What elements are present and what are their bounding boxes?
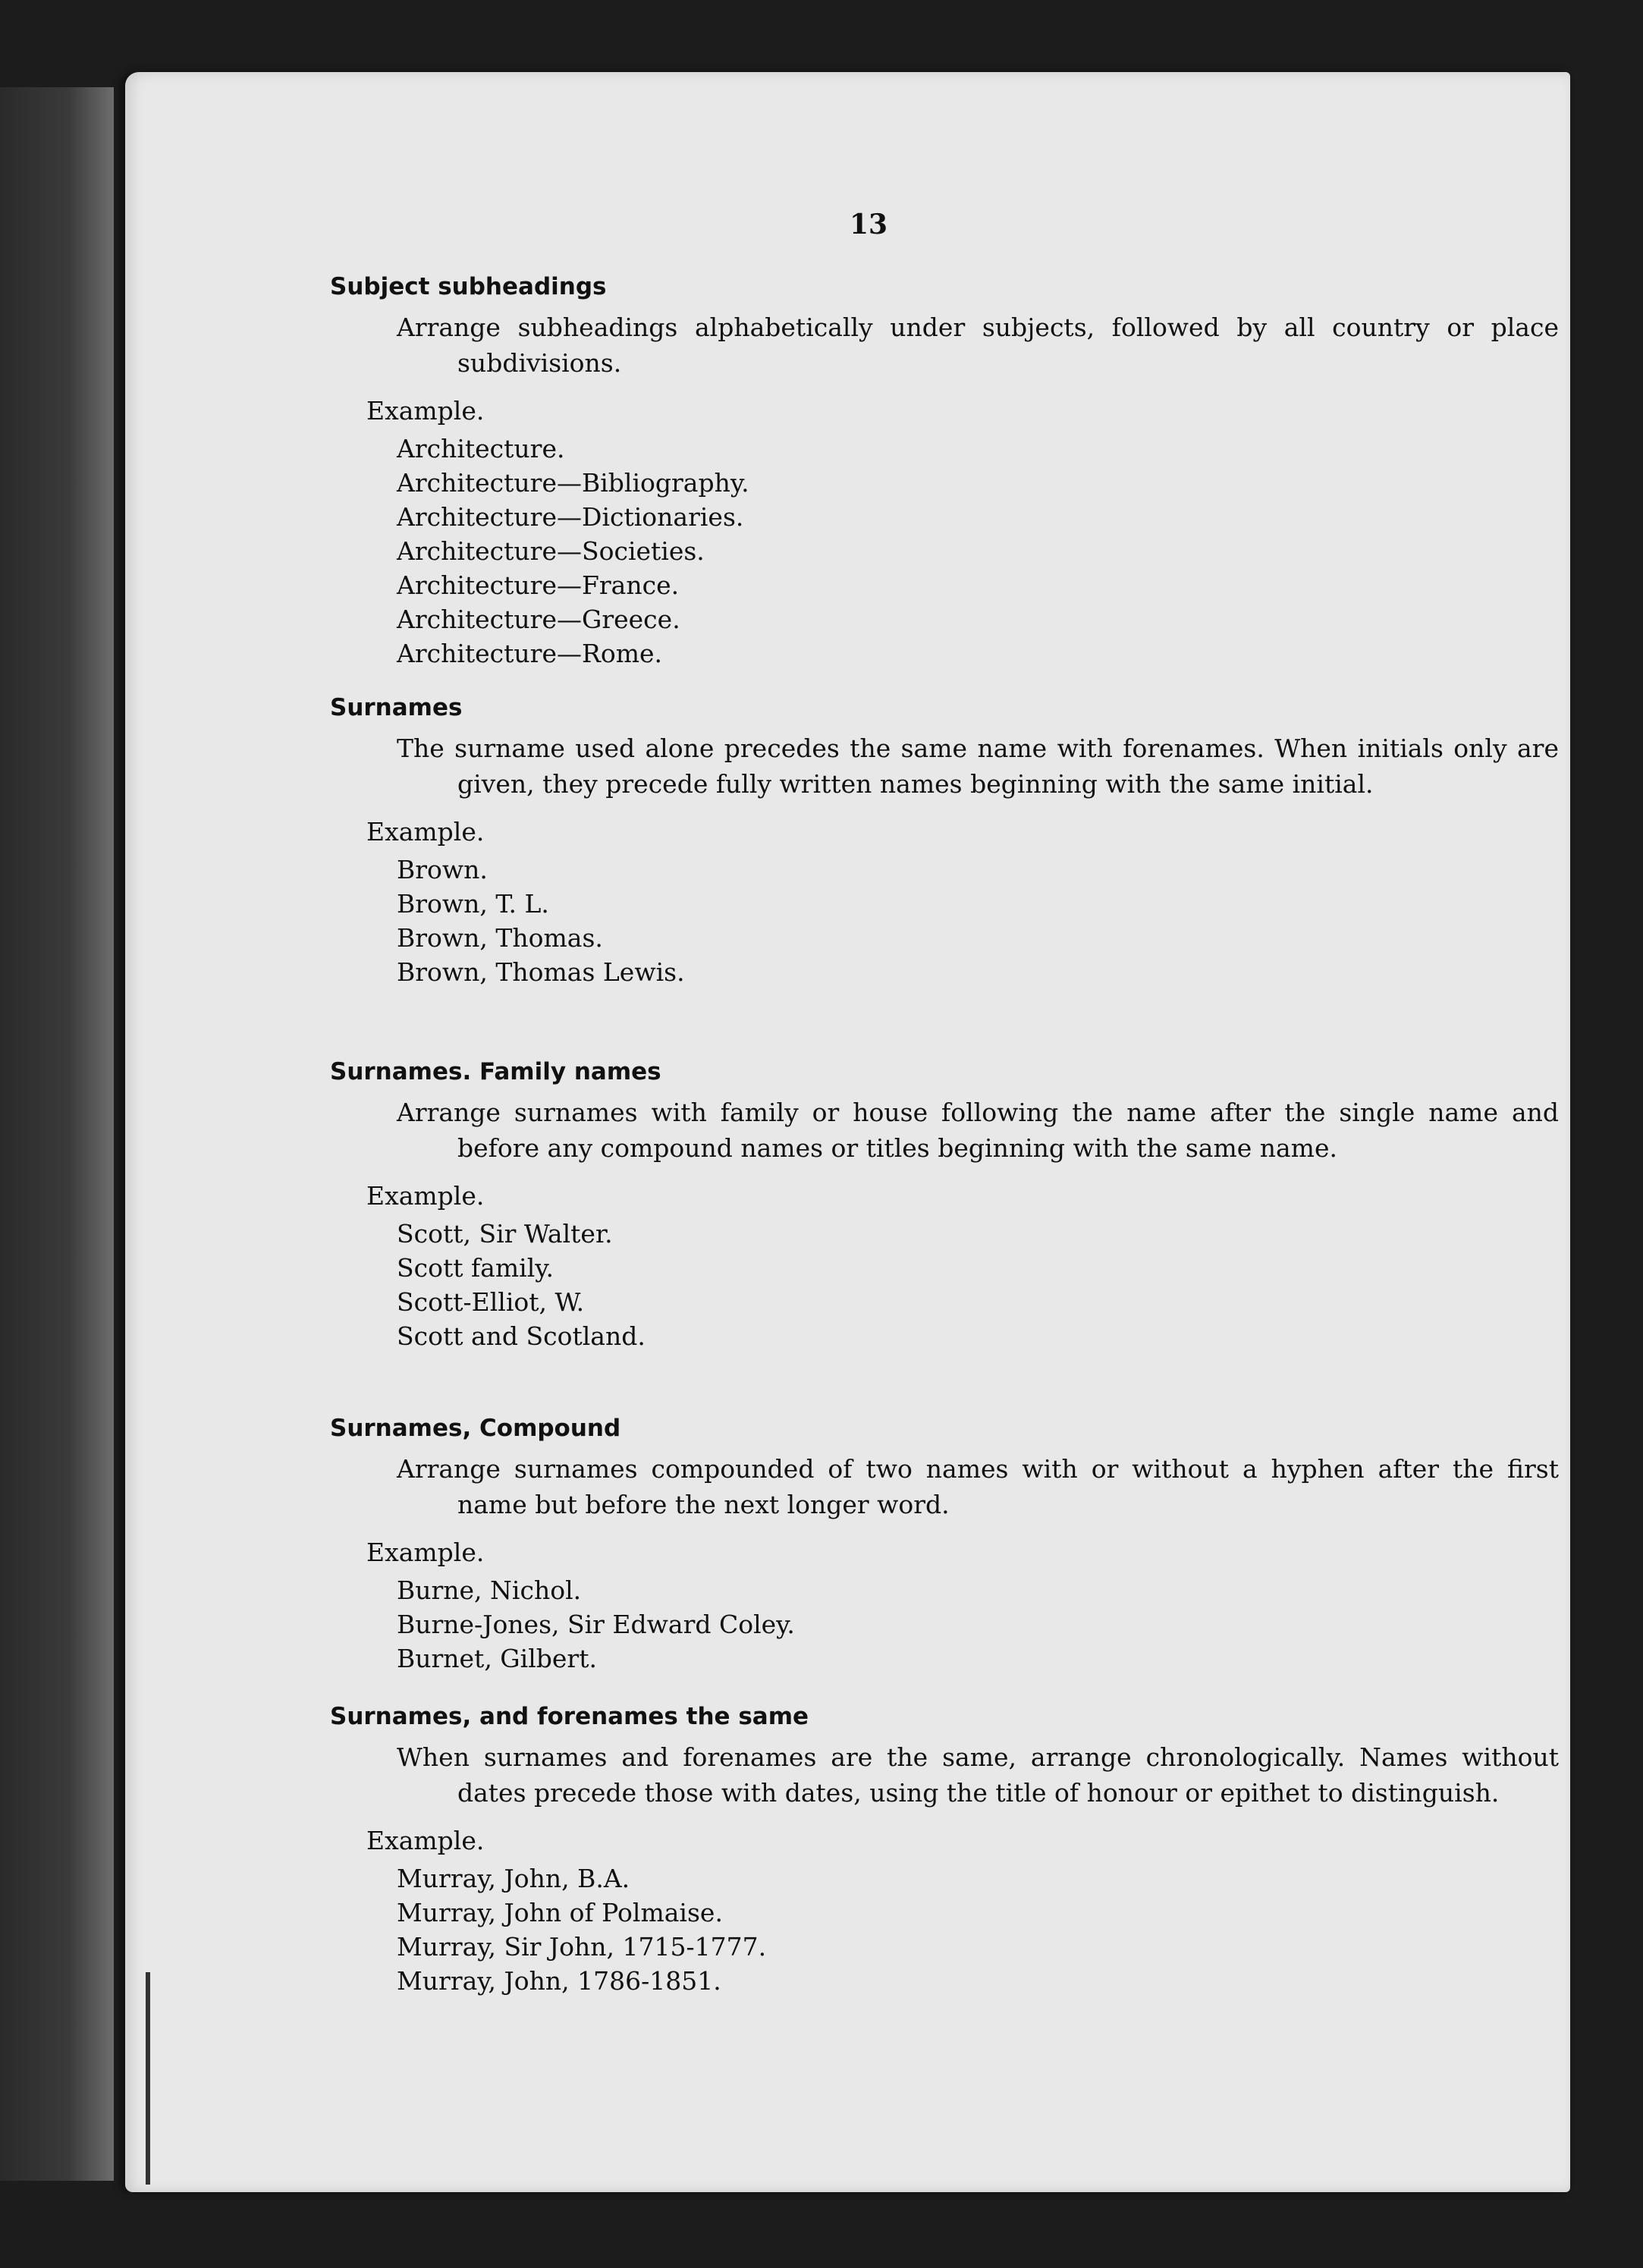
- section-rule: When surnames and forenames are the same, arrange chronologically. Names without dates precede those with dates, using the title of honour or epithet to distinguish.: [397, 1742, 1559, 1808]
- section-rule: The surname used alone precedes the same name with forenames. When initials only are given, they precede fully written names beginning with the same initial.: [397, 733, 1559, 799]
- example-item: Scott family.: [397, 1253, 554, 1283]
- example-item: Architecture—Dictionaries.: [397, 502, 744, 532]
- example-item: Architecture—France.: [397, 570, 680, 600]
- example-label: Example.: [366, 1538, 485, 1567]
- binding-edge-mark: [146, 1972, 150, 2185]
- example-item: Brown, Thomas Lewis.: [397, 957, 685, 987]
- section-rule: Arrange surnames with family or house following the name after the single name and before any compound names or titles beginning with the same name.: [397, 1098, 1559, 1163]
- example-item: Brown, Thomas.: [397, 923, 603, 953]
- example-item: Murray, John of Polmaise.: [397, 1898, 723, 1927]
- example-list: [330, 1573, 1559, 1676]
- section-surnames-family-names: [330, 1058, 1559, 1353]
- page-number: 13: [850, 209, 888, 240]
- example-list: [330, 1861, 1559, 1998]
- example-item: Scott and Scotland.: [397, 1321, 646, 1351]
- section-heading: Surnames, Compound: [330, 1415, 621, 1442]
- example-item: Brown, T. L.: [397, 889, 549, 919]
- example-list: [330, 432, 1559, 671]
- document-page: [125, 72, 1570, 2192]
- example-item: Architecture—Rome.: [397, 639, 663, 668]
- section-rule: Arrange subheadings alphabetically under subjects, followed by all country or place subdivisions.: [397, 313, 1559, 378]
- example-label: Example.: [366, 1181, 485, 1211]
- example-item: Architecture—Greece.: [397, 605, 680, 634]
- example-label: Example.: [366, 817, 485, 847]
- example-item: Burnet, Gilbert.: [397, 1644, 597, 1673]
- example-list: [330, 1217, 1559, 1353]
- example-item: Scott-Elliot, W.: [397, 1287, 585, 1317]
- section-subject-subheadings: [330, 273, 1559, 671]
- example-label: Example.: [366, 1826, 485, 1855]
- example-list: [330, 853, 1559, 989]
- section-heading: Subject subheadings: [330, 273, 607, 300]
- example-label: Example.: [366, 396, 485, 426]
- example-item: Architecture—Bibliography.: [397, 468, 749, 498]
- example-item: Murray, John, B.A.: [397, 1864, 630, 1893]
- example-item: Murray, Sir John, 1715-1777.: [397, 1932, 767, 1962]
- section-surnames-forenames-same: [330, 1703, 1559, 1998]
- section-heading: Surnames: [330, 694, 463, 721]
- section-heading: Surnames, and forenames the same: [330, 1703, 809, 1730]
- scan-background-edge: [0, 87, 114, 2181]
- section-rule: Arrange surnames compounded of two names with or without a hyphen after the first name but before the next longer word.: [397, 1454, 1559, 1519]
- example-item: Brown.: [397, 855, 488, 884]
- example-item: Burne, Nichol.: [397, 1575, 582, 1605]
- section-surnames: [330, 694, 1559, 989]
- example-item: Architecture.: [397, 434, 565, 463]
- example-item: Burne-Jones, Sir Edward Coley.: [397, 1610, 795, 1639]
- section-heading: Surnames. Family names: [330, 1058, 661, 1085]
- example-item: Scott, Sir Walter.: [397, 1219, 613, 1249]
- example-item: Architecture—Societies.: [397, 536, 705, 566]
- example-item: Murray, John, 1786-1851.: [397, 1966, 721, 1996]
- section-surnames-compound: [330, 1415, 1559, 1676]
